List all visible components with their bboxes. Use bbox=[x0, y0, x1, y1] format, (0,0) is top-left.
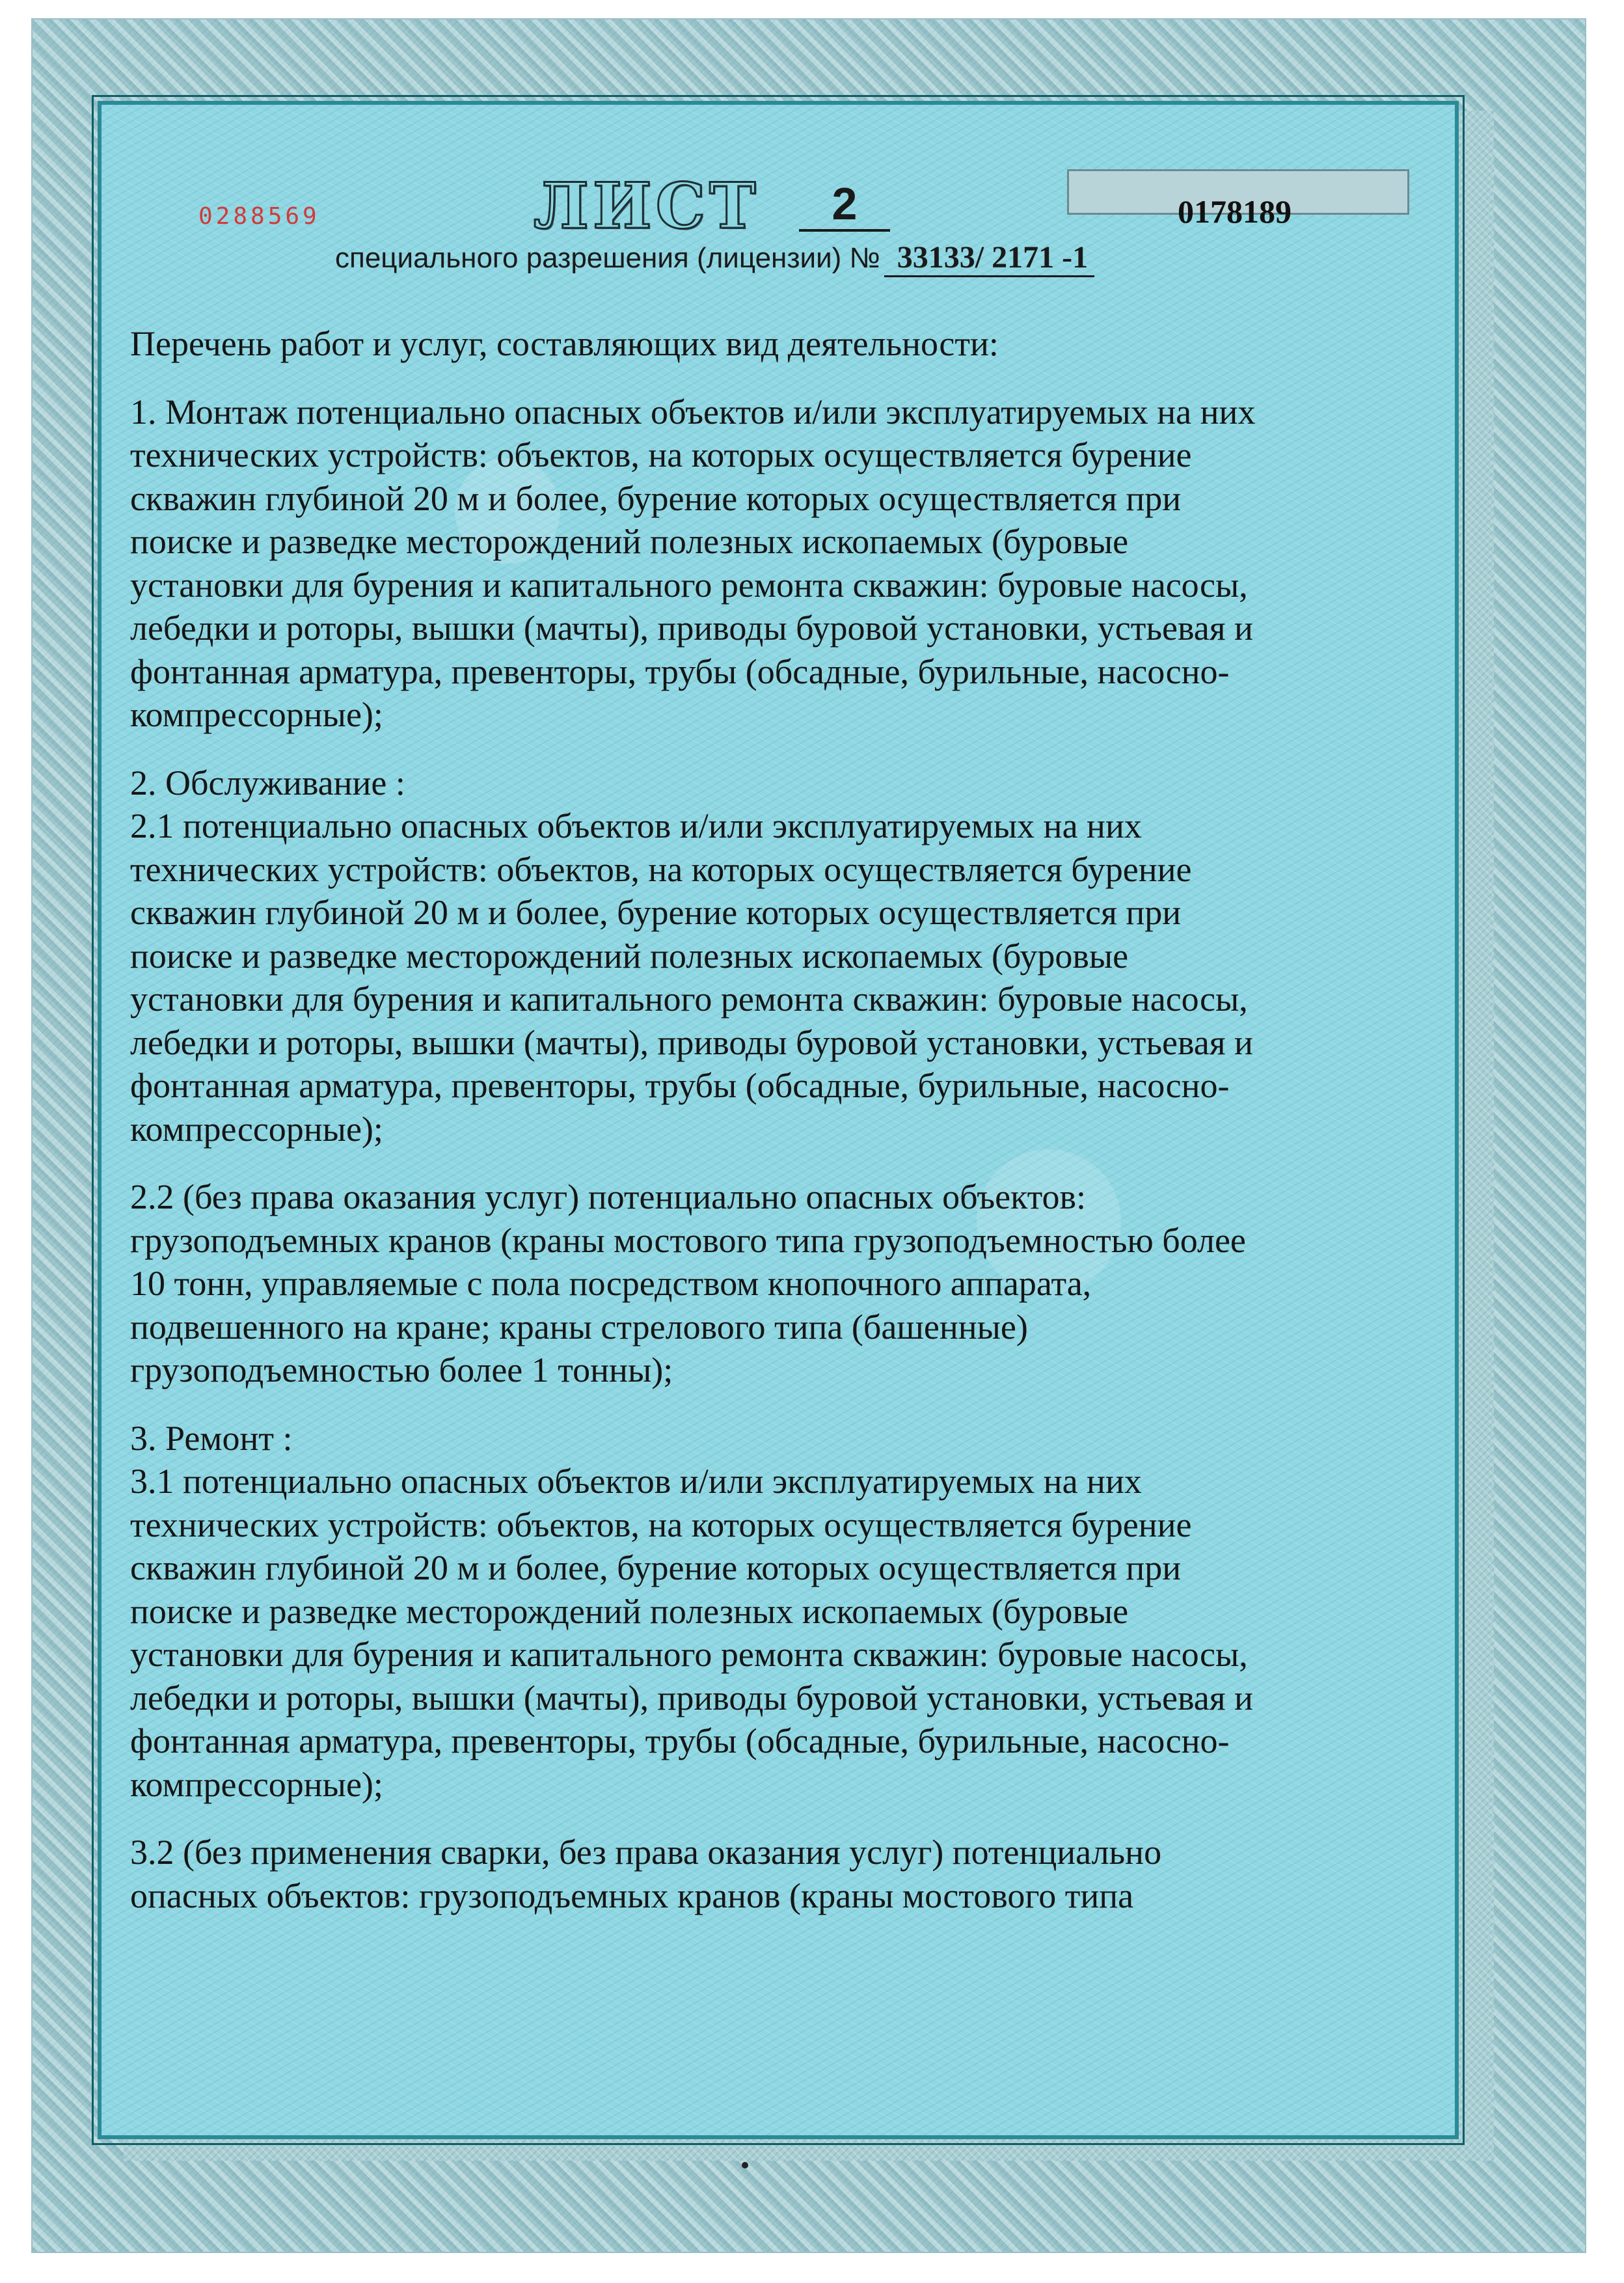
item-2-heading: 2. Обслуживание : bbox=[130, 763, 405, 802]
work-list bbox=[130, 322, 1448, 1917]
license-line bbox=[335, 239, 1094, 277]
item-3-heading: 3. Ремонт : bbox=[130, 1418, 293, 1458]
serial-number: 0288569 bbox=[198, 203, 320, 230]
registration-number: 0178189 bbox=[1178, 193, 1292, 230]
sheet-title: ЛИСТ bbox=[534, 169, 760, 243]
item-2-2-service-cranes: 2.2 (без права оказания услуг) потенциально опасных объектов: грузоподъемных кранов (краны мостового типа грузоподъемностью более 10 тонн, управляемые с пола посредством кнопочного аппарата, подвешенного на кране; краны стрелового типа (башенные) грузоподъемностью более 1 тонны); bbox=[130, 1177, 1246, 1389]
item-3-2-repair-cranes: 3.2 (без применения сварки, без права оказания услуг) потенциально опасных объектов: грузоподъемных кранов (краны мостового типа bbox=[130, 1833, 1162, 1915]
item-2-1-service: 2.1 потенциально опасных объектов и/или эксплуатируемых на них технических устройств: объектов, на которых осуществляется бурение скважин глубиной 20 м и более, бурение которых осуществляется при поиске и разведке месторождений полезных ископаемых (буровые установки для бурения и капитального ремонта скважин: буровые насосы, лебедки и роторы, вышки (мачты), приводы буровой установки, устьевая и фонтанная арматура, превенторы, трубы (обсадные, бурильные, насосно- компрессорные); bbox=[130, 806, 1253, 1149]
item-3-1-repair: 3.1 потенциально опасных объектов и/или эксплуатируемых на них технических устройств: объектов, на которых осуществляется бурение скважин глубиной 20 м и более, бурение которых осуществляется при поиске и разведке месторождений полезных ископаемых (буровые установки для бурения и капитального ремонта скважин: буровые насосы, лебедки и роторы, вышки (мачты), приводы буровой установки, устьевая и фонтанная арматура, превенторы, трубы (обсадные, бурильные, насосно- компрессорные); bbox=[130, 1462, 1253, 1804]
item-1-installation: 1. Монтаж потенциально опасных объектов и/или эксплуатируемых на них технических устройств: объектов, на которых осуществляется бурение скважин глубиной 20 м и более, бурение которых осуществляется при поиске и разведке месторождений полезных ископаемых (буровые установки для бурения и капитального ремонта скважин: буровые насосы, лебедки и роторы, вышки (мачты), приводы буровой установки, устьевая и фонтанная арматура, превенторы, трубы (обсадные, бурильные, насосно- компрессорные); bbox=[130, 392, 1256, 734]
license-number: 33133/ 2171 -1 bbox=[884, 239, 1094, 277]
sheet-number: 2 bbox=[799, 181, 890, 232]
intro-text: Перечень работ и услуг, составляющих вид деятельности: bbox=[130, 324, 999, 363]
license-label: специального разрешения (лицензии) № bbox=[335, 242, 880, 274]
bottom-mark bbox=[742, 2162, 748, 2168]
